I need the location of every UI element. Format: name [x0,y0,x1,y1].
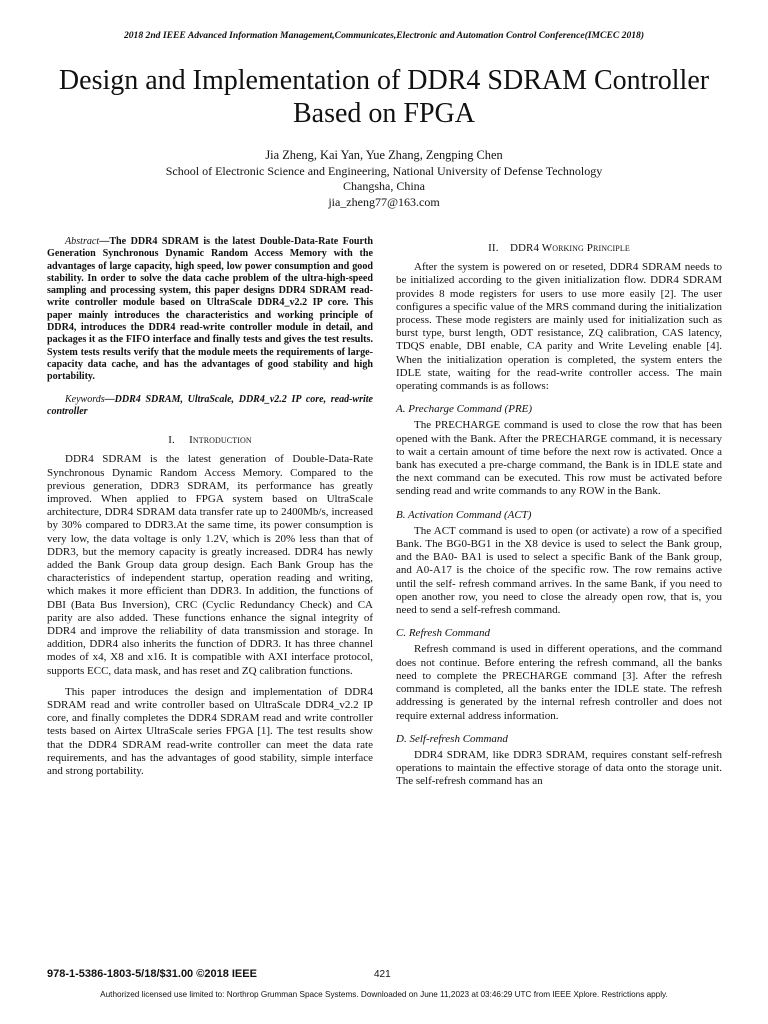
right-column [396,236,722,789]
left-column [47,236,373,778]
abstract-text: —The DDR4 SDRAM is the latest Double-Data-Rate Fourth Generation Synchronous Dynamic Random Access Memory with the advantages of large capacity, high speed, low power consumption and good stability. In order to solve the data cache problem of the ultra-high-speed sampling and processing system, this paper designs DDR4 SDRAM read-write controller module based on UltraScale DDR4_v2.2 IP core. This paper mainly introduces the characteristics and working principle of DDR4, introduces the DDR4 read-write controller module in detail, and packages it as the FIFO interface and finally tests and gives the test results. System tests results verify that the module meets the requirements of large-capacity data cache, and has the advantages of good stability and high portability. [47,236,373,383]
activation-paragraph: The ACT command is used to open (or activate) a row of a specified Bank. The BG0-BG1 in the X8 device is used to select the Bank group, and the BA0- BA1 is used to select a specific Bank of the Bank group, and A0-A17 is the choice of the specific row. The row remains active until the self- refresh command arrives. In the same Bank, if you need to open another row, you need to close the already open row, that is, you need to send a self-refresh command. [396,524,722,617]
license-notice: Authorized licensed use limited to: Northrop Grumman Space Systems. Downloaded on June 11,2023 at 03:46:29 UTC from IEEE Xplore. Restrictions apply. [100,990,668,999]
section-title: Introduction [189,434,252,447]
keywords-label: Keywords [65,393,105,405]
abstract-label: Abstract [65,236,100,247]
paper-title: Design and Implementation of DDR4 SDRAM Controller Based on FPGA [58,65,710,129]
conference-header: 2018 2nd IEEE Advanced Information Management,Communicates,Electronic and Automation Control Conference(IMCEC 2018) [123,30,645,41]
abstract [47,236,373,384]
author-names: Jia Zheng, Kai Yan, Yue Zhang, Zengping Chen [265,148,503,162]
principle-paragraph: After the system is powered on or reseted, DDR4 SDRAM needs to be initialized according to the given initialization flow. DDR4 SDRAM provides 8 mode registers for users to use more easily [2]. The user configures a specific value of the MRS command during the initialization process. These mode registers are mainly used for initialization such as burst type, burst length, ODT resistance, ZQ calibration, CAS latency, TDQS enable, DBI enable, CA parity and Write Leveling enable [4]. When the initialization operation is completed, the system enters the IDLE state, waiting for the read-write controller access. The main operating commands is as follows: [396,261,722,393]
self-refresh-paragraph: DDR4 SDRAM, like DDR3 SDRAM, requires constant self-refresh operations to maintain the effective storage of data onto the storage unit. The self-refresh command has an [396,748,722,788]
intro-paragraph-2: This paper introduces the design and implementation of DDR4 SDRAM read and write controller based on UltraScale DDR4_v2.2 IP core, and finally completes the DDR4 SDRAM read and write controller tests based on Airtex UltraScale series FPGA [1]. The test results show that the DDR4 SDRAM read-write controller can meet the data rate requirements, and has the advantages of good stability, simple interface and strong portability. [47,685,373,778]
precharge-paragraph: The PRECHARGE command is used to close the row that has been opened with the Bank. After the PRECHARGE command, it is necessary to wait a certain amount of time before the next row is activated. Once a bank has executed a pre-charge command, the Bank is in IDLE state and the next command can be executed. This row must be activated before sending read and write commands to any ROW in the Bank. [396,419,722,498]
refresh-paragraph: Refresh command is used in different operations, and the command does not continue. Before entering the refresh command, all the banks need to complete the PRECHARGE command [3]. After the refresh command is completed, all the banks enter the IDLE state. The refresh addressing is generated by the internal refresh controller and does not require external address information. [396,643,722,722]
page-number: 421 [374,969,391,980]
affiliation: School of Electronic Science and Engineering, National University of Defense Technology [165,163,603,178]
keywords [47,394,373,419]
email: jia_zheng77@163.com [328,194,440,209]
section-heading-introduction [47,434,373,447]
section-number: II. [488,242,499,254]
subsection-heading-activation: B. Activation Command (ACT) [396,508,532,521]
section-heading-principle [396,242,722,255]
subsection-heading-self-refresh: D. Self-refresh Command [396,732,508,745]
section-title: DDR4 Working Principle [509,242,630,254]
location: Changsha, China [343,179,425,194]
intro-paragraph-1: DDR4 SDRAM is the latest generation of Double-Data-Rate Synchronous Dynamic Random Access Memory. Compared to the previous generation, DDR3 SDRAM, its performance has greatly improved. When applied to FPGA system based on UltraScale architecture, DDR4 SDRAM data transfer rate up to 2400Mb/s, increased by 30% compared to DDR3.At the same time, its power consumption is very low, the data voltage is only 1.2V, which is 20% less than that of DDR3, but the memory capacity is greatly increased. DDR4 has newly added the Bank Group data group design. Each Bank Group has the characteristics of independent startup, operation reading and writing, which makes it more efficient than DDR3. In addition, the functions of DBI (Bata Bus Inversion), CRC (Cyclic Redundancy Check) and CA parity are also added. These functions enhance the signal integrity of DDR4 and improve the reliability of data transmission and storage. In addition, DDR4 also inherits the function of DDR3. It has three channel modes of x4, X8 and x16. It is compatible with AXI interface protocol, supports ECC, data mask, and has reset and ZQ calibration functions. [47,453,373,677]
author-block [0,148,768,210]
section-number: I. [168,434,175,447]
subsection-heading-refresh: C. Refresh Command [396,627,491,640]
subsection-heading-precharge: A. Precharge Command (PRE) [396,403,533,416]
keywords-text: —DDR4 SDRAM, UltraScale, DDR4_v2.2 IP core, read-write controller [47,393,373,417]
isbn-copyright: 978-1-5386-1803-5/18/$31.00 ©2018 IEEE [47,968,257,980]
